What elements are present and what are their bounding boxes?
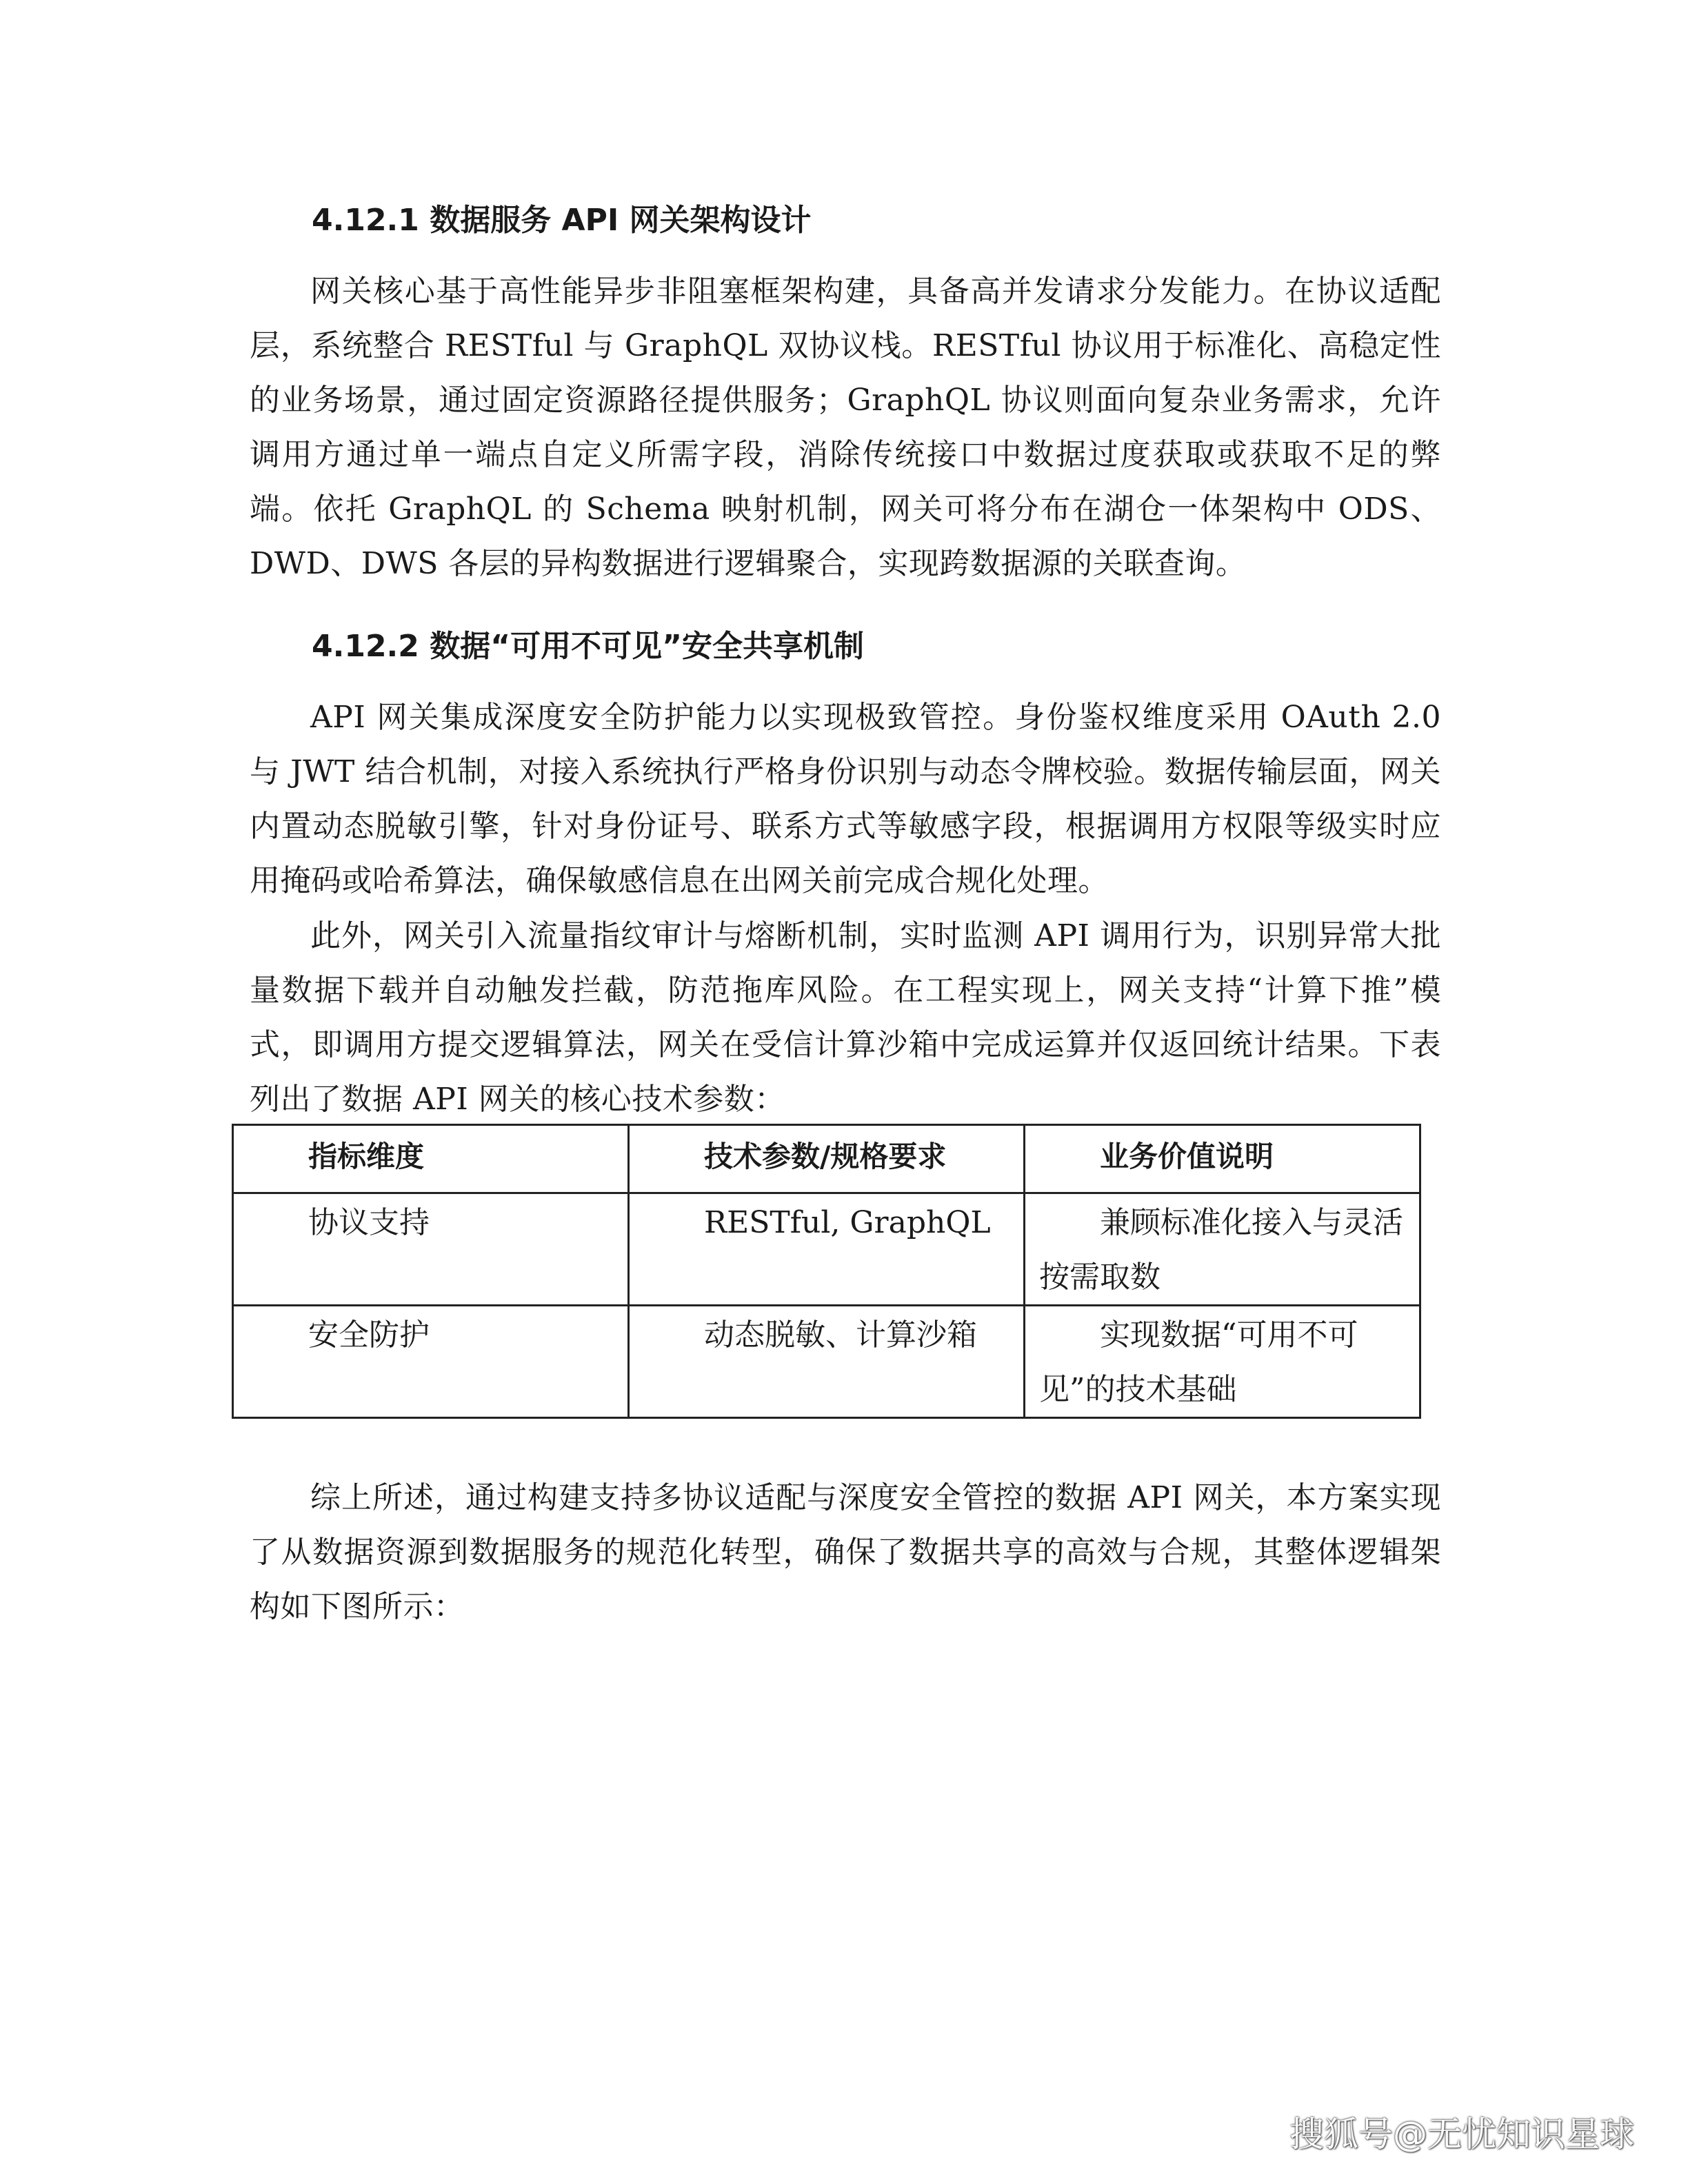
section2-paragraph-2: 此外，网关引入流量指纹审计与熔断机制，实时监测 API 调用行为，识别异常大批量数据下载并自动触发拦截，防范拖库风险。在工程实现上，网关支持“计算下推”模式，即调用方提交逻辑算法，网关在受信计算沙箱中完成运算并仅返回统计结果。下表列出了数据 API 网关的核心技术参数： [250,918,1441,1117]
table-cell-value: 兼顾标准化接入与灵活按需取数 [1025,1193,1420,1306]
table-cell-spec: 动态脱敏、计算沙箱 [629,1306,1025,1418]
table-header-cell: 业务价值说明 [1025,1125,1420,1193]
conclusion-paragraph: 综上所述，通过构建支持多协议适配与深度安全管控的数据 API 网关，本方案实现了从数据资源到数据服务的规范化转型，确保了数据共享的高效与合规，其整体逻辑架构如下图所示： [250,1480,1441,1624]
table-header-cell: 指标维度 [233,1125,629,1193]
table-cell-dimension: 协议支持 [233,1193,629,1306]
section1-paragraph: 网关核心基于高性能异步非阻塞框架构建，具备高并发请求分发能力。在协议适配层，系统整合 RESTful 与 GraphQL 双协议栈。RESTful 协议用于标准化、高稳定性的业务场景，通过固定资源路径提供服务；GraphQL 协议则面向复杂业务需求，允许调用方通过单一端点自定义所需字段，消除传统接口中数据过度获取或获取不足的弊端。依托 GraphQL 的 Schema 映射机制，网关可将分布在湖仓一体架构中 ODS、DWD、DWS 各层的异构数据进行逻辑聚合，实现跨数据源的关联查询。 [250,274,1441,581]
table-header-cell: 技术参数/规格要求 [629,1125,1025,1193]
section2-paragraph-1: API 网关集成深度安全防护能力以实现极致管控。身份鉴权维度采用 OAuth 2.0 与 JWT 结合机制，对接入系统执行严格身份识别与动态令牌校验。数据传输层面，网关内置动态脱敏引擎，针对身份证号、联系方式等敏感字段，根据调用方权限等级实时应用掩码或哈希算法，确保敏感信息在出网关前完成合规化处理。 [250,700,1441,898]
tech-params-table [232,1124,1421,1419]
section-heading-4-12-1: 4.12.1 数据服务 API 网关架构设计 [312,203,812,238]
table-row [233,1193,1420,1306]
table-cell-spec: RESTful, GraphQL [629,1193,1025,1306]
table-cell-value: 实现数据“可用不可见”的技术基础 [1025,1306,1420,1418]
watermark-text: 搜狐号@无忧知识星球 [1289,2114,1634,2154]
section-heading-4-12-2: 4.12.2 数据“可用不可见”安全共享机制 [312,629,865,664]
table-cell-dimension: 安全防护 [233,1306,629,1418]
table-header-row [233,1125,1420,1193]
table-row [233,1306,1420,1418]
